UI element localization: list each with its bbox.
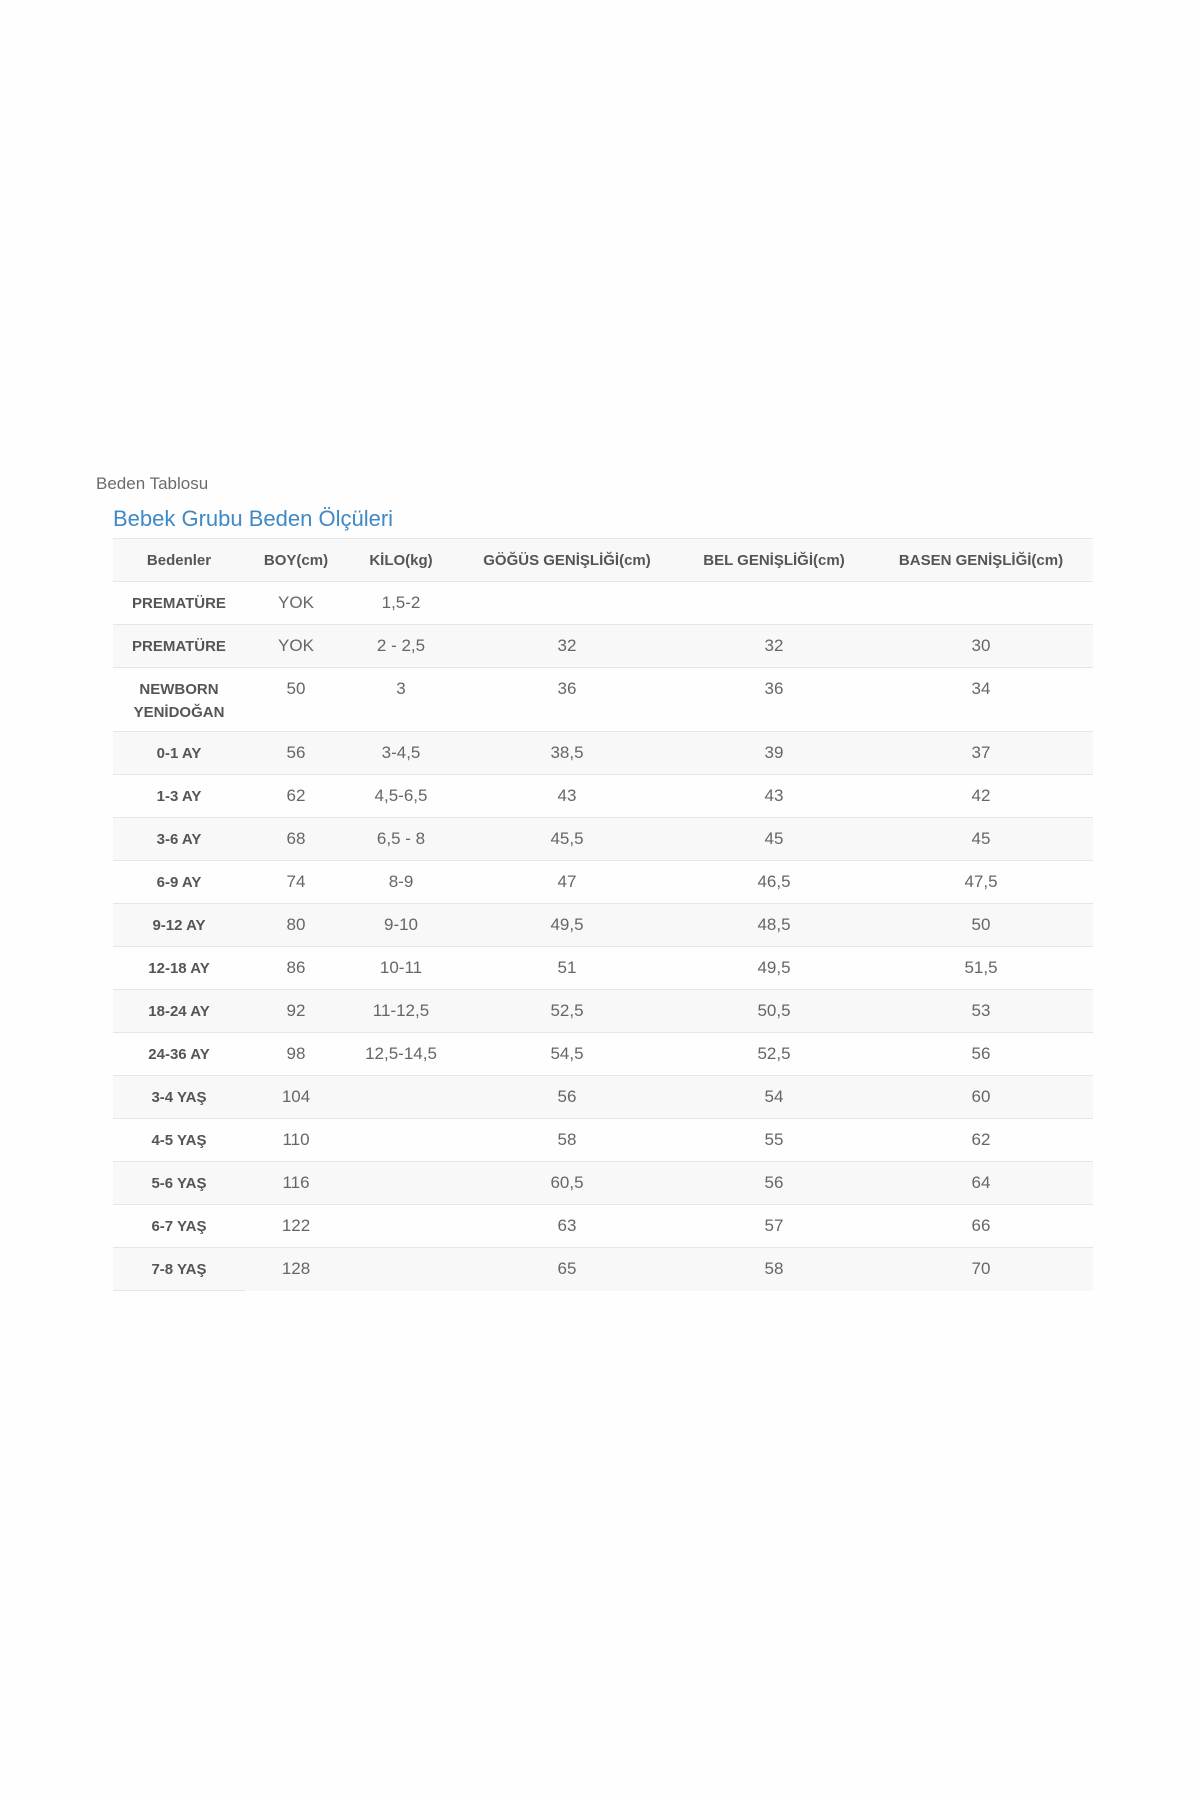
hip-width-cell: 70 [869,1248,1093,1291]
height-cell: 50 [245,668,347,732]
waist-width-cell: 45 [679,818,869,861]
size-name-line: 6-9 AY [156,874,202,891]
weight-cell: 1,5-2 [347,582,455,625]
size-name-line: 18-24 AY [148,1003,210,1020]
size-name-cell [113,582,245,625]
chest-width-cell: 43 [455,775,679,818]
hip-width-cell: 47,5 [869,861,1093,904]
height-cell: 116 [245,1162,347,1205]
table-row [113,775,1093,818]
column-header-waist-width: BEL GENİŞLİĞİ(cm) [679,539,869,582]
height-cell: 80 [245,904,347,947]
hip-width-cell: 62 [869,1119,1093,1162]
height-cell: 56 [245,732,347,775]
table-row [113,668,1093,732]
chest-width-cell: 52,5 [455,990,679,1033]
weight-cell: 8-9 [347,861,455,904]
waist-width-cell: 54 [679,1076,869,1119]
table-row [113,582,1093,625]
size-name-cell [113,861,245,904]
height-cell: 86 [245,947,347,990]
hip-width-cell: 53 [869,990,1093,1033]
chest-width-cell [455,582,679,625]
waist-width-cell: 55 [679,1119,869,1162]
size-name-cell [113,732,245,775]
height-cell: 122 [245,1205,347,1248]
table-row [113,1248,1093,1291]
waist-width-cell: 50,5 [679,990,869,1033]
size-name-line: 9-12 AY [152,917,206,934]
height-cell: YOK [245,625,347,668]
weight-cell: 12,5-14,5 [347,1033,455,1076]
size-name-cell [113,1033,245,1076]
size-name-cell [113,818,245,861]
weight-cell: 11-12,5 [347,990,455,1033]
waist-width-cell: 48,5 [679,904,869,947]
chest-width-cell: 51 [455,947,679,990]
size-name-line: 12-18 AY [148,960,210,977]
weight-cell [347,1119,455,1162]
chest-width-cell: 63 [455,1205,679,1248]
hip-width-cell: 66 [869,1205,1093,1248]
chest-width-cell: 36 [455,668,679,732]
height-cell: 74 [245,861,347,904]
waist-width-cell: 57 [679,1205,869,1248]
size-name-cell [113,904,245,947]
table-row [113,904,1093,947]
waist-width-cell: 58 [679,1248,869,1291]
size-name-line: 6-7 YAŞ [151,1218,207,1235]
hip-width-cell: 37 [869,732,1093,775]
weight-cell: 6,5 - 8 [347,818,455,861]
hip-width-cell: 34 [869,668,1093,732]
table-row [113,732,1093,775]
hip-width-cell: 45 [869,818,1093,861]
weight-cell: 9-10 [347,904,455,947]
chest-width-cell: 47 [455,861,679,904]
weight-cell [347,1205,455,1248]
weight-cell [347,1076,455,1119]
height-cell: 62 [245,775,347,818]
size-name-cell [113,668,245,732]
size-name-line: 24-36 AY [148,1046,210,1063]
height-cell: 104 [245,1076,347,1119]
chest-width-cell: 54,5 [455,1033,679,1076]
table-row [113,1205,1093,1248]
waist-width-cell: 46,5 [679,861,869,904]
chest-width-cell: 58 [455,1119,679,1162]
chest-width-cell: 49,5 [455,904,679,947]
chest-width-cell: 65 [455,1248,679,1291]
size-name-cell [113,1205,245,1248]
size-name-cell [113,1162,245,1205]
table-row [113,861,1093,904]
table-row [113,990,1093,1033]
waist-width-cell: 56 [679,1162,869,1205]
height-cell: YOK [245,582,347,625]
size-name-cell [113,947,245,990]
waist-width-cell: 52,5 [679,1033,869,1076]
waist-width-cell: 39 [679,732,869,775]
size-name-cell [113,1119,245,1162]
column-header-hip-width: BASEN GENİŞLİĞİ(cm) [869,539,1093,582]
table-row [113,1076,1093,1119]
hip-width-cell: 50 [869,904,1093,947]
size-name-line: 1-3 AY [156,788,202,805]
chest-width-cell: 45,5 [455,818,679,861]
weight-cell: 2 - 2,5 [347,625,455,668]
table-body [113,582,1093,1291]
hip-width-cell: 51,5 [869,947,1093,990]
size-name-cell [113,1076,245,1119]
size-name-cell [113,625,245,668]
hip-width-cell: 60 [869,1076,1093,1119]
table-title: Bebek Grubu Beden Ölçüleri [113,506,394,531]
table-row [113,1119,1093,1162]
chest-width-cell: 38,5 [455,732,679,775]
size-name-cell [113,775,245,818]
table-row [113,818,1093,861]
weight-cell: 4,5-6,5 [347,775,455,818]
size-name-line: 0-1 AY [156,745,202,762]
height-cell: 128 [245,1248,347,1291]
table-row [113,625,1093,668]
weight-cell [347,1248,455,1291]
size-name-line: PREMATÜRE [132,595,226,612]
table-row [113,947,1093,990]
height-cell: 68 [245,818,347,861]
size-name-line: 5-6 YAŞ [151,1175,207,1192]
weight-cell: 10-11 [347,947,455,990]
column-header-sizes: Bedenler [113,539,245,582]
weight-cell: 3 [347,668,455,732]
waist-width-cell: 32 [679,625,869,668]
size-name-line: NEWBORN [139,681,219,698]
hip-width-cell [869,582,1093,625]
size-name-line: YENİDOĞAN [133,704,225,721]
height-cell: 92 [245,990,347,1033]
column-header-height: BOY(cm) [245,539,347,582]
column-header-weight: KİLO(kg) [347,539,455,582]
size-table [113,538,1093,1291]
table-row [113,1162,1093,1205]
size-name-line: 7-8 YAŞ [151,1261,207,1278]
height-cell: 110 [245,1119,347,1162]
table-row [113,1033,1093,1076]
column-header-chest-width: GÖĞÜS GENİŞLİĞİ(cm) [455,539,679,582]
page-label: Beden Tablosu [96,474,209,493]
size-name-cell [113,990,245,1033]
waist-width-cell: 36 [679,668,869,732]
waist-width-cell: 49,5 [679,947,869,990]
chest-width-cell: 56 [455,1076,679,1119]
hip-width-cell: 30 [869,625,1093,668]
hip-width-cell: 64 [869,1162,1093,1205]
weight-cell: 3-4,5 [347,732,455,775]
size-name-line: PREMATÜRE [132,638,226,655]
table-header-row [113,539,1093,582]
chest-width-cell: 60,5 [455,1162,679,1205]
hip-width-cell: 42 [869,775,1093,818]
chest-width-cell: 32 [455,625,679,668]
size-name-line: 4-5 YAŞ [151,1132,207,1149]
size-name-line: 3-6 AY [156,831,202,848]
hip-width-cell: 56 [869,1033,1093,1076]
size-name-cell [113,1248,245,1291]
waist-width-cell: 43 [679,775,869,818]
size-name-line: 3-4 YAŞ [151,1089,207,1106]
waist-width-cell [679,582,869,625]
height-cell: 98 [245,1033,347,1076]
weight-cell [347,1162,455,1205]
